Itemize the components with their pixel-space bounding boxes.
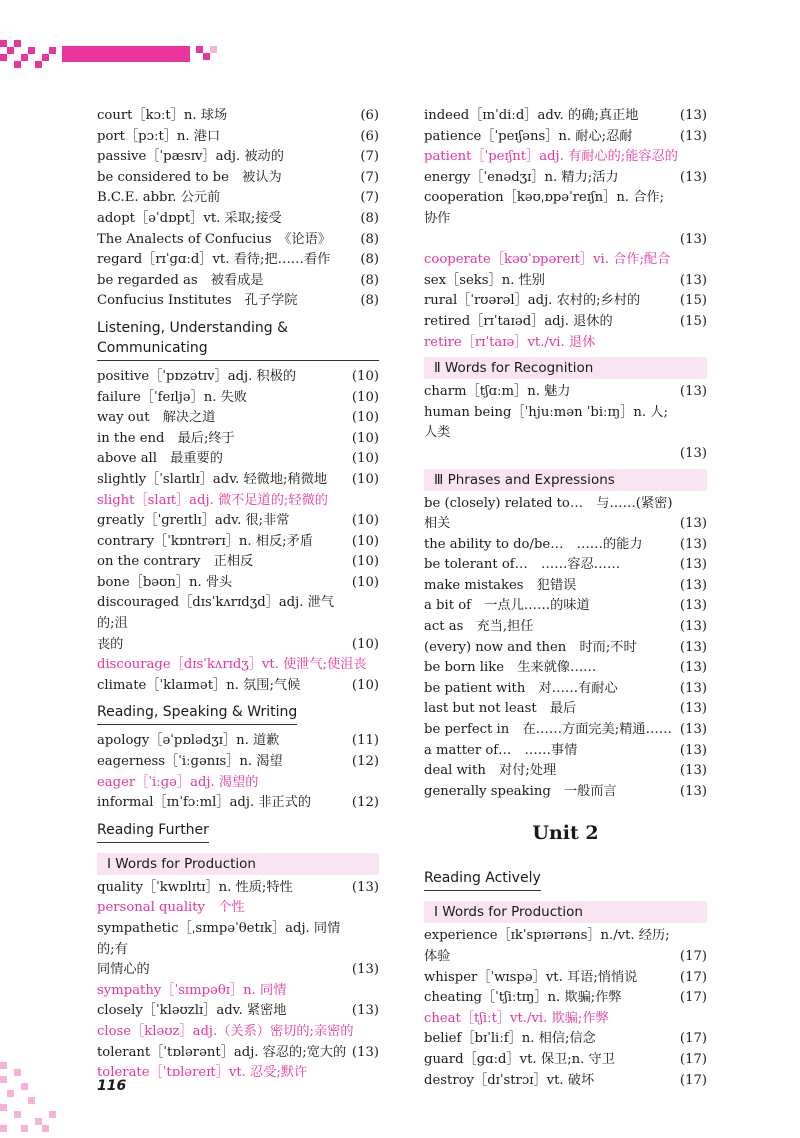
vocab-entry (424, 617, 707, 638)
entry-text: a bit of 一点儿……的味道 (424, 598, 590, 614)
entry-continuation: 同情心的 (97, 962, 150, 978)
entry-text: generally speaking 一般而言 (424, 783, 617, 799)
pixel (42, 54, 49, 61)
section-heading: Reading Further (97, 820, 209, 843)
vocab-entry (97, 250, 379, 271)
vocab-entry (97, 408, 379, 429)
subsection-heading: Ⅰ Words for Production (97, 853, 379, 875)
vocab-entry (97, 1043, 379, 1064)
entry-text: deal with 对付;处理 (424, 763, 557, 779)
page-reference: (13) (679, 598, 707, 614)
vocab-entry (424, 699, 707, 720)
entry-text: a matter of… ……事情 (424, 742, 578, 758)
entry-text: close［kləʊz］adj.（关系）密切的;亲密的 (97, 1023, 354, 1039)
page-reference: (13) (351, 1044, 379, 1060)
vocab-entry (97, 291, 379, 312)
entry-text: way out 解决之道 (97, 410, 216, 426)
entry-text: human being［ˈhjuːmən ˈbiːɪŋ］n. 人;人类 (424, 404, 668, 441)
page-reference: (10) (351, 574, 379, 590)
page-reference: (10) (351, 410, 379, 426)
vocab-entry (97, 573, 379, 594)
vocab-entry (97, 188, 379, 209)
subsection-heading: Ⅱ Words for Recognition (424, 357, 707, 379)
related-word-entry (424, 333, 707, 354)
entry-text: be tolerant of… ……容忍…… (424, 557, 621, 573)
entry-text: act as 充当,担任 (424, 619, 534, 635)
entry-text: be patient with 对……有耐心 (424, 680, 618, 696)
entry-text: guard［ɡɑːd］vt. 保卫;n. 守卫 (424, 1051, 615, 1067)
entry-text: belief［bɪˈliːf］n. 相信;信念 (424, 1031, 596, 1047)
page-reference: (13) (679, 272, 707, 288)
page-reference: (17) (679, 1072, 707, 1088)
page-reference: (13) (351, 962, 379, 978)
entry-text: quality［ˈkwɒlɪtɪ］n. 性质;特性 (97, 879, 293, 895)
section-heading: Reading Actively (424, 868, 541, 891)
entry-text: cooperation［kəʊˌɒpəˈreɪʃn］n. 合作;协作 (424, 190, 665, 226)
page-reference: (13) (679, 722, 707, 738)
page-reference: (17) (679, 1051, 707, 1067)
page-reference: (10) (351, 636, 379, 652)
page-reference: (13) (679, 660, 707, 676)
vocab-entry (424, 291, 707, 312)
entry-text: cooperate［kəʊˈɒpəreɪt］vi. 合作;配合 (424, 252, 671, 268)
subsection-heading: Ⅲ Phrases and Expressions (424, 469, 707, 491)
entry-continuation (424, 230, 677, 251)
entry-text: climate［ˈklaɪmət］n. 氛围;气候 (97, 677, 301, 693)
pixel (0, 54, 7, 61)
page-number: 116 (97, 1078, 127, 1094)
vocab-entry (97, 127, 379, 148)
vocab-entry (97, 367, 379, 388)
vocab-entry (424, 1029, 707, 1050)
page-reference: (10) (351, 368, 379, 384)
related-word-entry (97, 898, 379, 919)
page-reference: (15) (679, 293, 707, 309)
entry-text: (every) now and then 时而;不时 (424, 639, 637, 655)
page-reference: (10) (351, 471, 379, 487)
entry-continuation: 相关 (424, 516, 451, 532)
entry-text: above all 最重要的 (97, 451, 223, 467)
vocab-entry (424, 494, 707, 535)
section-wrapper (424, 862, 707, 897)
entry-text: retired［rɪˈtaɪəd］adj. 退休的 (424, 313, 613, 329)
right-column (424, 106, 707, 1091)
section-wrapper (97, 814, 379, 849)
entry-text: destroy［dɪˈstrɔɪ］vt. 破坏 (424, 1072, 595, 1088)
entry-text: experience［ɪkˈspɪərɪəns］n./vt. 经历; (424, 928, 670, 944)
header-decoration (0, 40, 220, 68)
pixel (35, 61, 42, 68)
page-reference: (13) (679, 128, 707, 144)
section-heading: Listening, Understanding & Communicating (97, 318, 379, 361)
entry-text: on the contrary 正相反 (97, 554, 254, 570)
related-word-entry (97, 655, 379, 676)
page-reference: (17) (679, 990, 707, 1006)
page-reference: (12) (351, 754, 379, 770)
vocab-entry (424, 127, 707, 148)
related-word-entry (424, 1009, 707, 1030)
page-reference: (13) (679, 742, 707, 758)
page-reference: (13) (351, 879, 379, 895)
vocab-entry (97, 793, 379, 814)
left-column (97, 106, 379, 1084)
pixel (196, 46, 203, 53)
page-reference: (13) (679, 384, 707, 400)
related-word-entry (97, 1022, 379, 1043)
related-word-entry (97, 773, 379, 794)
pixel (0, 40, 7, 47)
page-reference: (8) (360, 231, 379, 247)
entry-text: contrary［ˈkɒntrərɪ］n. 相反;矛盾 (97, 533, 313, 549)
vocab-entry (97, 511, 379, 532)
entry-text: energy［ˈenədʒɪ］n. 精力;活力 (424, 169, 619, 185)
entry-text: informal［ɪnˈfɔːml］adj. 非正式的 (97, 795, 312, 811)
entry-text: eager［ˈiːɡə］adj. 渴望的 (97, 774, 259, 790)
pixel (49, 47, 56, 54)
entry-text: Confucius Institutes 孔子学院 (97, 293, 298, 309)
entry-text: discourage［dɪsˈkʌrɪdʒ］vt. 使泄气;使沮丧 (97, 657, 367, 673)
entry-text: the ability to do/be… ……的能力 (424, 536, 643, 552)
entry-text: The Analects of Confucius 《论语》 (97, 231, 331, 247)
page-reference: (10) (351, 677, 379, 693)
page-reference: (8) (360, 293, 379, 309)
page-reference: (10) (351, 430, 379, 446)
page-reference: (13) (679, 169, 707, 185)
page-reference: (15) (679, 313, 707, 329)
entry-text: make mistakes 犯错误 (424, 577, 577, 593)
entry-text: rural［ˈrʊərəl］adj. 农村的;乡村的 (424, 293, 641, 309)
related-word-entry (97, 491, 379, 512)
entry-text: adopt［əˈdɒpt］vt. 采取;接受 (97, 210, 282, 226)
entry-text: discouraged［dɪsˈkʌrɪdʒd］adj. 泄气的;沮 (97, 595, 334, 632)
vocab-entry (97, 532, 379, 553)
entry-continuation: 丧的 (97, 636, 124, 652)
vocab-entry (424, 106, 707, 127)
page-reference: (13) (351, 1003, 379, 1019)
entry-text: be regarded as 被看成是 (97, 272, 264, 288)
vocab-entry (424, 382, 707, 403)
vocab-entry (97, 147, 379, 168)
page-reference: (6) (360, 128, 379, 144)
related-word-entry (424, 147, 707, 168)
section-wrapper (97, 696, 379, 731)
entry-text: indeed［ɪnˈdiːd］adv. 的确;真正地 (424, 108, 639, 123)
page-reference: (8) (360, 252, 379, 268)
entry-text: greatly［ˈɡreɪtlɪ］adv. 很;非常 (97, 513, 290, 529)
entry-text: closely［ˈkləʊzlɪ］adv. 紧密地 (97, 1003, 287, 1019)
entry-text: be perfect in 在……方面完美;精通…… (424, 722, 672, 738)
page-reference: (13) (679, 763, 707, 779)
vocab-entry (424, 658, 707, 679)
page-reference: (13) (679, 516, 707, 532)
entry-text: tolerant［ˈtɒlərənt］adj. 容忍的;宽大的 (97, 1044, 347, 1060)
entry-text: passive［ˈpæsɪv］adj. 被动的 (97, 149, 284, 165)
entry-text: sympathetic［ˌsɪmpəˈθetɪk］adj. 同情的;有 (97, 921, 341, 957)
vocab-entry (97, 209, 379, 230)
entry-text: cheating［ˈtʃiːtɪŋ］n. 欺骗;作弊 (424, 990, 622, 1006)
vocab-entry (424, 576, 707, 597)
page-reference: (8) (360, 210, 379, 226)
vocab-entry (97, 388, 379, 409)
entry-text: personal quality 个性 (97, 900, 245, 916)
vocab-entry (97, 106, 379, 127)
vocab-entry (424, 968, 707, 989)
page-reference: (17) (679, 1031, 707, 1047)
related-word-entry (97, 981, 379, 1002)
section-wrapper (97, 312, 379, 367)
vocab-entry (424, 988, 707, 1009)
page-reference: (13) (679, 108, 707, 123)
page-reference: (10) (351, 451, 379, 467)
page-reference: (13) (679, 639, 707, 655)
page-reference: (13) (679, 701, 707, 717)
entry-text: be (closely) related to… 与……(紧密) (424, 495, 673, 511)
vocab-entry (424, 1050, 707, 1071)
entry-text: sex［seks］n. 性别 (424, 272, 545, 288)
section-heading: Reading, Speaking & Writing (97, 702, 297, 725)
entry-text: slightly［ˈslaɪtlɪ］adv. 轻微地;稍微地 (97, 471, 328, 487)
vocab-entry (424, 782, 707, 803)
entry-text: positive［ˈpɒzətɪv］adj. 积极的 (97, 368, 297, 384)
pixel (7, 47, 14, 54)
pixel (14, 40, 21, 47)
page-reference: (11) (351, 733, 379, 749)
header-pink-bar (62, 46, 190, 62)
page-reference: (13) (679, 445, 707, 461)
vocab-entry (97, 271, 379, 292)
entry-text: last but not least 最后 (424, 701, 577, 717)
page-reference: (13) (679, 577, 707, 593)
entry-text: whisper［ˈwɪspə］vt. 耳语;悄悄说 (424, 969, 638, 985)
entry-text: B.C.E. abbr. 公元前 (97, 190, 221, 206)
vocab-entry (424, 596, 707, 617)
related-word-entry (424, 250, 707, 271)
vocab-entry (97, 168, 379, 189)
page-reference: (7) (360, 169, 379, 185)
page-reference: (13) (679, 619, 707, 635)
related-word-entry (97, 1063, 379, 1084)
pixel (28, 47, 35, 54)
vocab-entry (97, 429, 379, 450)
vocab-entry (424, 312, 707, 333)
entry-text: bone［bəʊn］n. 骨头 (97, 574, 233, 590)
page-reference: (13) (679, 680, 707, 696)
unit-title: Unit 2 (532, 822, 599, 845)
entry-text: patient［ˈpeɪʃnt］adj. 有耐心的;能容忍的 (424, 149, 678, 165)
vocab-entry (424, 679, 707, 700)
entry-text: tolerate［ˈtɒləreɪt］vt. 忍受;默许 (97, 1065, 308, 1081)
vocab-entry (424, 188, 707, 250)
page-reference: (13) (679, 231, 707, 247)
vocab-entry (97, 752, 379, 773)
page-reference: (17) (679, 949, 707, 964)
vocab-entry (424, 555, 707, 576)
entry-text: court［kɔːt］n. 球场 (97, 108, 228, 123)
entry-text: sympathy［ˈsɪmpəθɪ］n. 同情 (97, 982, 287, 998)
entry-text: cheat［tʃiːt］vt./vi. 欺骗;作弊 (424, 1010, 609, 1026)
vocab-entry (97, 470, 379, 491)
page-reference: (7) (360, 190, 379, 206)
footer-decoration (0, 1062, 90, 1138)
vocab-entry (97, 593, 379, 655)
entry-text: in the end 最后;终于 (97, 430, 235, 446)
vocab-entry (424, 271, 707, 292)
entry-continuation (424, 444, 677, 465)
page-reference: (13) (679, 557, 707, 573)
entry-text: regard［rɪˈɡɑːd］vt. 看待;把……看作 (97, 252, 331, 268)
entry-text: be born like 生来就像…… (424, 660, 597, 676)
page-reference: (10) (351, 513, 379, 529)
entry-text: patience［ˈpeɪʃəns］n. 耐心;忍耐 (424, 128, 633, 144)
entry-text: be considered to be 被认为 (97, 169, 282, 185)
entry-continuation: 体验 (424, 949, 451, 964)
entry-text: failure［ˈfeɪljə］n. 失败 (97, 389, 248, 405)
entry-text: port［pɔːt］n. 港口 (97, 128, 221, 144)
entry-text: charm［tʃɑːm］n. 魅力 (424, 384, 571, 400)
vocab-entry (424, 638, 707, 659)
vocab-entry (424, 720, 707, 741)
entry-text: apology［əˈpɒlədʒɪ］n. 道歉 (97, 733, 280, 749)
vocab-entry (97, 878, 379, 899)
vocab-entry (97, 919, 379, 981)
page-reference: (7) (360, 149, 379, 165)
vocab-entry (424, 761, 707, 782)
page-reference: (17) (679, 969, 707, 985)
pixel (21, 54, 28, 61)
page-reference: (13) (679, 783, 707, 799)
page-reference: (6) (360, 108, 379, 123)
entry-text: eagerness［ˈiːɡənɪs］n. 渴望 (97, 754, 283, 770)
vocab-entry (97, 731, 379, 752)
page-reference: (8) (360, 272, 379, 288)
vocab-entry (424, 741, 707, 762)
page-reference: (10) (351, 389, 379, 405)
pixel (14, 61, 21, 68)
vocab-entry (97, 676, 379, 697)
vocab-entry (424, 535, 707, 556)
entry-text: slight［slaɪt］adj. 微不足道的;轻微的 (97, 492, 328, 508)
vocab-entry (97, 230, 379, 251)
page-reference: (13) (679, 536, 707, 552)
vocab-entry (97, 552, 379, 573)
vocab-entry (424, 926, 707, 967)
page-reference: (10) (351, 554, 379, 570)
vocab-entry (424, 1071, 707, 1092)
pixel (203, 53, 210, 60)
subsection-heading: Ⅰ Words for Production (424, 901, 707, 923)
pixel (210, 46, 217, 53)
vocab-entry (97, 449, 379, 470)
vocab-entry (424, 168, 707, 189)
page-reference: (10) (351, 533, 379, 549)
entry-text: retire［rɪˈtaɪə］vt./vi. 退休 (424, 334, 596, 350)
vocab-entry (97, 1001, 379, 1022)
vocab-entry (424, 403, 707, 465)
page-reference: (12) (351, 795, 379, 811)
